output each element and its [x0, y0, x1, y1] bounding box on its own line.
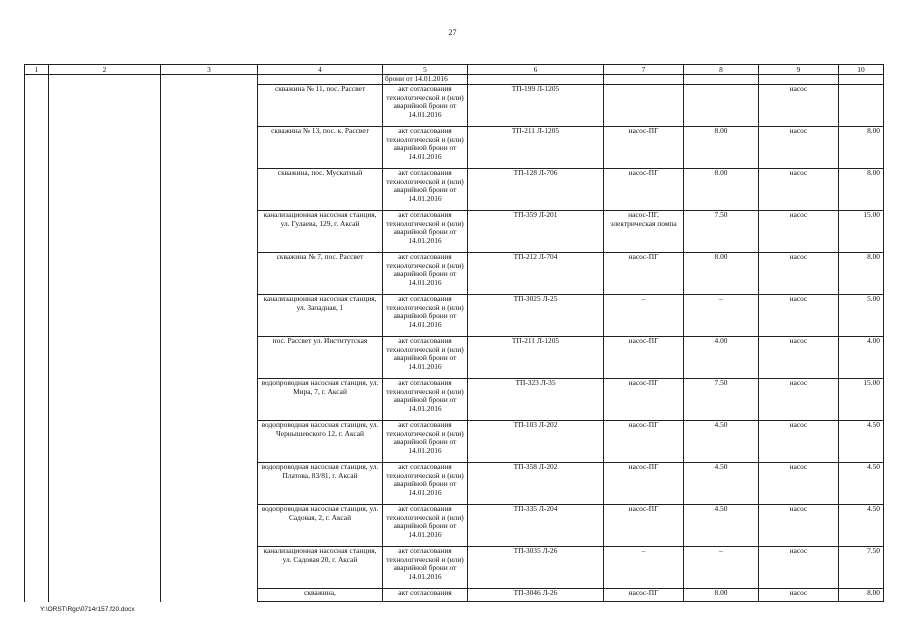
- object-name-cell: скважина № 11, пос. Рассвет: [258, 85, 383, 127]
- column-number: 5: [383, 65, 468, 75]
- power-value-cell: 8.00: [684, 127, 759, 169]
- power-value-cell: –: [684, 547, 759, 589]
- total-value-cell: 8.00: [839, 589, 884, 602]
- equipment-type-cell: насос: [759, 295, 839, 337]
- total-value-cell: 4.50: [839, 421, 884, 463]
- substation-cell: ТП-211 Л-1205: [468, 127, 604, 169]
- table-cell: [49, 127, 161, 169]
- equipment-type-cell: насос: [759, 253, 839, 295]
- table-row: [25, 505, 884, 547]
- total-value-cell: 7.50: [839, 547, 884, 589]
- substation-cell: ТП-199 Л-1205: [468, 85, 604, 127]
- column-number: 6: [468, 65, 604, 75]
- table-cell: [25, 127, 49, 169]
- document-cell: акт согласования: [383, 589, 468, 602]
- object-name-cell: скважина, пос. Мускатный: [258, 169, 383, 211]
- table-cell: [25, 589, 49, 602]
- power-value-cell: [684, 85, 759, 127]
- column-number-row: [25, 65, 884, 75]
- table-cell: [161, 547, 258, 589]
- equipment-type-cell: насос: [759, 379, 839, 421]
- equipment-type-cell: насос: [759, 337, 839, 379]
- power-value-cell: 8.00: [684, 589, 759, 602]
- table-cell: [49, 463, 161, 505]
- table-row: [25, 253, 884, 295]
- table-cell: [49, 169, 161, 211]
- substation-cell: ТП-212 Л-704: [468, 253, 604, 295]
- table-cell: [161, 463, 258, 505]
- total-value-cell: [839, 85, 884, 127]
- table-cell: [25, 295, 49, 337]
- document-cell: акт согласования технологической и (или) аварийной брони от 14.01.2016: [383, 547, 468, 589]
- substation-cell: ТП-335 Л-204: [468, 505, 604, 547]
- column-number: 2: [49, 65, 161, 75]
- object-name-cell: пос. Рассвет ул. Институтская: [258, 337, 383, 379]
- table-body: [25, 75, 884, 602]
- table-cell: [25, 253, 49, 295]
- power-value-cell: 7.50: [684, 379, 759, 421]
- equipment-type-cell: насос: [759, 547, 839, 589]
- continuation-row: [25, 75, 884, 85]
- column-number: 9: [759, 65, 839, 75]
- table-cell: [49, 505, 161, 547]
- table-cell: [25, 337, 49, 379]
- equipment-type-cell: насос: [759, 211, 839, 253]
- column-number: 3: [161, 65, 258, 75]
- equipment-cell: насос-ПГ: [604, 589, 684, 602]
- table-cell: [25, 463, 49, 505]
- total-value-cell: 8.00: [839, 253, 884, 295]
- table-cell: [161, 295, 258, 337]
- equipment-cell: насос-ПГ: [604, 505, 684, 547]
- equipment-type-cell: насос: [759, 85, 839, 127]
- table-cell: [161, 589, 258, 602]
- table-cell: [49, 253, 161, 295]
- table-cell: [49, 547, 161, 589]
- power-value-cell: 4.50: [684, 463, 759, 505]
- document-cell: акт согласования технологической и (или) аварийной брони от 14.01.2016: [383, 253, 468, 295]
- table-cell: [161, 85, 258, 127]
- power-value-cell: 7.50: [684, 211, 759, 253]
- table-cell: [25, 75, 49, 85]
- substation-cell: ТП-3025 Л-25: [468, 295, 604, 337]
- object-name-cell: скважина,: [258, 589, 383, 602]
- table-cell: [161, 127, 258, 169]
- power-value-cell: 4.00: [684, 337, 759, 379]
- total-value-cell: 4.00: [839, 337, 884, 379]
- total-value-cell: 4.50: [839, 463, 884, 505]
- equipment-cell: –: [604, 295, 684, 337]
- object-name-cell: канализационная насосная станция, ул. Гулаева, 129, г. Аксай: [258, 211, 383, 253]
- total-value-cell: 8.00: [839, 127, 884, 169]
- object-name-cell: водопроводная насосная станция, ул. Платова, 83/81, г. Аксай: [258, 463, 383, 505]
- document-cell: акт согласования технологической и (или) аварийной брони от 14.01.2016: [383, 127, 468, 169]
- substation-cell: ТП-3046 Л-26: [468, 589, 604, 602]
- object-name-cell: скважина № 7, пос. Рассвет: [258, 253, 383, 295]
- power-value-cell: 4.50: [684, 505, 759, 547]
- table-cell: [604, 75, 684, 85]
- table-cell: [161, 379, 258, 421]
- equipment-type-cell: насос: [759, 127, 839, 169]
- power-value-cell: –: [684, 295, 759, 337]
- table-cell: [161, 211, 258, 253]
- equipment-cell: насос-ПГ: [604, 253, 684, 295]
- substation-cell: ТП-103 Л-202: [468, 421, 604, 463]
- column-number: 8: [684, 65, 759, 75]
- equipment-cell: насос-ПГ: [604, 127, 684, 169]
- equipment-cell: насос-ПГ: [604, 169, 684, 211]
- document-cell: акт согласования технологической и (или) аварийной брони от 14.01.2016: [383, 421, 468, 463]
- object-name-cell: канализационная насосная станция, ул. Западная, 1: [258, 295, 383, 337]
- table-cell: [161, 169, 258, 211]
- table-cell: [25, 85, 49, 127]
- object-name-cell: водопроводная насосная станция, ул. Чернышевского 12, г. Аксай: [258, 421, 383, 463]
- column-number: 4: [258, 65, 383, 75]
- document-table: [24, 64, 884, 602]
- object-name-cell: канализационная насосная станция, ул. Садовая 20, г. Аксай: [258, 547, 383, 589]
- table-row: [25, 85, 884, 127]
- equipment-type-cell: насос: [759, 169, 839, 211]
- equipment-cell: насос-ПГ: [604, 337, 684, 379]
- table-cell: [161, 75, 258, 85]
- equipment-type-cell: насос: [759, 463, 839, 505]
- table-cell: [25, 379, 49, 421]
- table-row: [25, 337, 884, 379]
- equipment-cell: насос-ПГ: [604, 379, 684, 421]
- total-value-cell: 15.00: [839, 379, 884, 421]
- table-row: [25, 169, 884, 211]
- table-row: [25, 421, 884, 463]
- object-name-cell: скважина № 13, пос. к. Рассвет: [258, 127, 383, 169]
- substation-cell: ТП-323 Л-35: [468, 379, 604, 421]
- table-cell: [25, 505, 49, 547]
- equipment-type-cell: насос: [759, 505, 839, 547]
- equipment-cell: –: [604, 547, 684, 589]
- table-cell: [49, 421, 161, 463]
- table-cell: [684, 75, 759, 85]
- document-cell: акт согласования технологической и (или) аварийной брони от 14.01.2016: [383, 505, 468, 547]
- object-name-cell: водопроводная насосная станция, ул. Мира, 7, г. Аксай: [258, 379, 383, 421]
- equipment-type-cell: насос: [759, 589, 839, 602]
- table-row: [25, 589, 884, 602]
- document-cell: акт согласования технологической и (или) аварийной брони от 14.01.2016: [383, 169, 468, 211]
- equipment-cell: [604, 85, 684, 127]
- total-value-cell: 15.00: [839, 211, 884, 253]
- equipment-cell: насос-ПГ: [604, 463, 684, 505]
- column-number: 7: [604, 65, 684, 75]
- equipment-type-cell: насос: [759, 421, 839, 463]
- table-cell: [161, 505, 258, 547]
- table-cell: [49, 211, 161, 253]
- table-cell: [25, 547, 49, 589]
- document-cell: акт согласования технологической и (или) аварийной брони от 14.01.2016: [383, 211, 468, 253]
- substation-cell: ТП-3035 Л-26: [468, 547, 604, 589]
- document-cell: акт согласования технологической и (или) аварийной брони от 14.01.2016: [383, 337, 468, 379]
- power-value-cell: 4.50: [684, 421, 759, 463]
- table-cell: [49, 337, 161, 379]
- total-value-cell: 5.00: [839, 295, 884, 337]
- continuation-cell: брони от 14.01.2016: [383, 75, 468, 85]
- table-cell: [161, 253, 258, 295]
- document-cell: акт согласования технологической и (или) аварийной брони от 14.01.2016: [383, 295, 468, 337]
- table-cell: [161, 337, 258, 379]
- table-row: [25, 463, 884, 505]
- table-cell: [258, 75, 383, 85]
- table-row: [25, 211, 884, 253]
- document-cell: акт согласования технологической и (или) аварийной брони от 14.01.2016: [383, 379, 468, 421]
- power-value-cell: 8.00: [684, 169, 759, 211]
- table-cell: [468, 75, 604, 85]
- table-cell: [25, 421, 49, 463]
- table-cell: [25, 211, 49, 253]
- substation-cell: ТП-358 Л-202: [468, 463, 604, 505]
- table-cell: [759, 75, 839, 85]
- document-table-container: [24, 64, 884, 604]
- column-number: 1: [25, 65, 49, 75]
- footer-file-path: Y:\ORST\Rgc\0714r157.f20.docx: [40, 606, 135, 613]
- document-cell: акт согласования технологической и (или) аварийной брони от 14.01.2016: [383, 463, 468, 505]
- table-cell: [839, 75, 884, 85]
- object-name-cell: водопроводная насосная станция, ул. Садовая, 2, г. Аксай: [258, 505, 383, 547]
- table-cell: [25, 169, 49, 211]
- substation-cell: ТП-359 Л-201: [468, 211, 604, 253]
- table-cell: [49, 295, 161, 337]
- equipment-cell: насос-ПГ: [604, 421, 684, 463]
- table-row: [25, 127, 884, 169]
- table-row: [25, 295, 884, 337]
- substation-cell: ТП-211 Л-1205: [468, 337, 604, 379]
- table-cell: [49, 379, 161, 421]
- table-cell: [49, 75, 161, 85]
- table-cell: [49, 85, 161, 127]
- total-value-cell: 8.00: [839, 169, 884, 211]
- table-cell: [161, 421, 258, 463]
- table-row: [25, 547, 884, 589]
- table-cell: [49, 589, 161, 602]
- document-cell: акт согласования технологической и (или) аварийной брони от 14.01.2016: [383, 85, 468, 127]
- substation-cell: ТП-128 Л-706: [468, 169, 604, 211]
- power-value-cell: 8.00: [684, 253, 759, 295]
- page-number: 27: [448, 28, 457, 37]
- total-value-cell: 4.50: [839, 505, 884, 547]
- column-number: 10: [839, 65, 884, 75]
- table-row: [25, 379, 884, 421]
- equipment-cell: насос-ПГ, электрическая помпа: [604, 211, 684, 253]
